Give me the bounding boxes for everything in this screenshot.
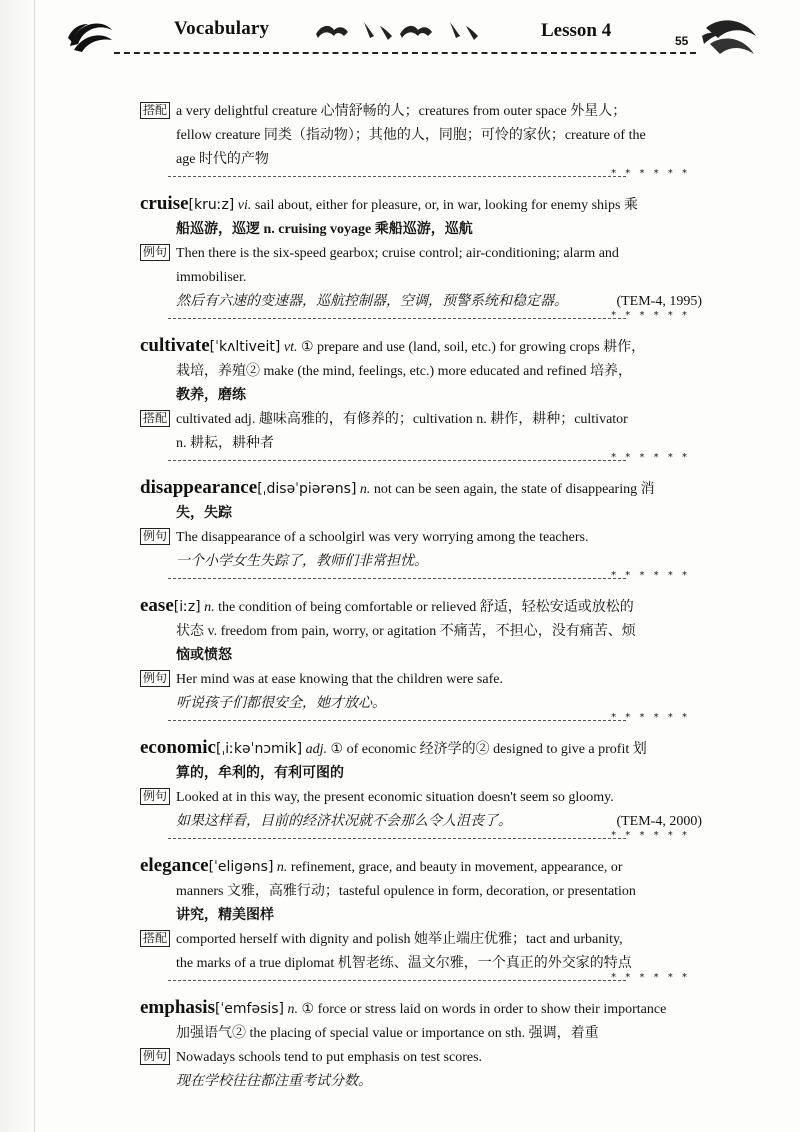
page-header bbox=[0, 0, 800, 80]
headword: cruise bbox=[140, 193, 189, 214]
entry-cruise bbox=[140, 192, 702, 314]
collocation-text: the marks of a true diplomat 机智老练、温文尔雅，一个真正的外交家的特点 bbox=[176, 956, 632, 971]
part-of-speech: vt. bbox=[283, 340, 298, 355]
entry-creature-collocation bbox=[140, 100, 702, 172]
definition: 恼或愤怒 bbox=[176, 648, 232, 663]
swirl-ornament-icon bbox=[66, 16, 116, 56]
headword: cultivate bbox=[140, 335, 210, 356]
page-number: 55 bbox=[675, 34, 689, 48]
definition: ① prepare and use (land, soil, etc.) for growing crops 耕作， bbox=[300, 340, 646, 355]
collocation-label: 搭配 bbox=[140, 410, 170, 427]
entry-ease bbox=[140, 594, 702, 716]
definition: ① of economic 经济学的② designed to give a profit 划 bbox=[330, 742, 647, 757]
entry-separator: * * * * * * bbox=[140, 172, 702, 186]
example-translation: 一个小学女生失踪了，教师们非常担忧。 bbox=[176, 554, 428, 569]
header-dashed-rule bbox=[114, 52, 696, 54]
entry-economic bbox=[140, 736, 702, 834]
phonetic: [ˈeligəns] bbox=[208, 859, 274, 875]
headword: ease bbox=[140, 595, 174, 616]
birds-ornament-icon bbox=[314, 18, 494, 44]
collocation-text: a very delightful creature 心情舒畅的人；creatures from outer space 外星人； bbox=[176, 104, 627, 119]
swirl-ornament-right-icon bbox=[700, 14, 760, 62]
phonetic: [ˈkʌltiveit] bbox=[209, 339, 281, 355]
page-gutter-shadow bbox=[0, 0, 36, 1132]
example-translation: 现在学校往往都注重考试分数。 bbox=[176, 1074, 372, 1089]
definition: not can be seen again, the state of disappearing 消 bbox=[373, 482, 655, 497]
definition: 加强语气② the placing of special value or importance on sth. 强调，着重 bbox=[176, 1026, 599, 1041]
entry-separator: * * * * * * bbox=[140, 456, 702, 470]
definition: 船巡游，巡逻 n. cruising voyage 乘船巡游，巡航 bbox=[176, 222, 473, 237]
phonetic: [kruːz] bbox=[188, 197, 235, 213]
definition: 教养，磨练 bbox=[176, 388, 246, 403]
example-label: 例句 bbox=[140, 670, 170, 687]
entry-separator: * * * * * * bbox=[140, 716, 702, 730]
example-citation: (TEM-4, 1995) bbox=[616, 294, 702, 309]
entry-cultivate bbox=[140, 334, 702, 456]
definition: ① force or stress laid on words in order to show their importance bbox=[301, 1002, 667, 1017]
phonetic: [ˌiːkəˈnɔmik] bbox=[215, 741, 303, 757]
headword: economic bbox=[140, 737, 216, 758]
definition: refinement, grace, and beauty in movement, appearance, or bbox=[290, 860, 623, 875]
header-title: Vocabulary bbox=[174, 18, 270, 39]
headword: elegance bbox=[140, 855, 209, 876]
collocation-text: fellow creature 同类（指动物）；其他的人，同胞；可怜的家伙；creature of the bbox=[176, 128, 646, 143]
phonetic: [ˌdisəˈpiərəns] bbox=[257, 481, 357, 497]
collocation-text: n. 耕耘，耕种者 bbox=[176, 436, 274, 451]
part-of-speech: n. bbox=[359, 482, 371, 497]
definition: 算的，牟利的，有利可图的 bbox=[176, 766, 344, 781]
definition: 失，失踪 bbox=[176, 506, 232, 521]
example-citation: (TEM-4, 2000) bbox=[616, 814, 702, 829]
definition: 状态 v. freedom from pain, worry, or agitation 不痛苦，不担心，没有痛苦、烦 bbox=[176, 624, 636, 639]
example-sentence: immobiliser. bbox=[176, 270, 247, 285]
example-translation: 然后有六速的变速器，巡航控制器，空调，预警系统和稳定器。 bbox=[176, 294, 568, 309]
example-sentence: The disappearance of a schoolgirl was very worrying among the teachers. bbox=[176, 530, 589, 545]
example-label: 例句 bbox=[140, 244, 170, 261]
collocation-text: age 时代的产物 bbox=[176, 152, 269, 167]
example-sentence: Then there is the six-speed gearbox; cruise control; air-conditioning; alarm and bbox=[176, 246, 619, 261]
part-of-speech: n. bbox=[287, 1002, 299, 1017]
definition: manners 文雅，高雅行动；tasteful opulence in form, decoration, or presentation bbox=[176, 884, 636, 899]
collocation-text: cultivated adj. 趣味高雅的，有修养的；cultivation n. 耕作，耕种；cultivator bbox=[176, 412, 628, 427]
part-of-speech: n. bbox=[276, 860, 288, 875]
collocation-text: comported herself with dignity and polish 她举止端庄优雅；tact and urbanity, bbox=[176, 932, 623, 947]
part-of-speech: vi. bbox=[237, 198, 252, 213]
definition: the condition of being comfortable or relieved 舒适，轻松安适或放松的 bbox=[218, 600, 634, 615]
example-label: 例句 bbox=[140, 788, 170, 805]
collocation-label: 搭配 bbox=[140, 930, 170, 947]
entry-separator: * * * * * * bbox=[140, 834, 702, 848]
entry-emphasis bbox=[140, 996, 702, 1094]
headword: disappearance bbox=[140, 477, 258, 498]
definition: 栽培，养殖② make (the mind, feelings, etc.) more educated and refined 培养， bbox=[176, 364, 633, 379]
entry-disappearance bbox=[140, 476, 702, 574]
entry-elegance bbox=[140, 854, 702, 976]
part-of-speech: n. bbox=[204, 600, 215, 615]
example-label: 例句 bbox=[140, 528, 170, 545]
headword: emphasis bbox=[140, 997, 215, 1018]
example-translation: 如果这样看，目前的经济状况就不会那么令人沮丧了。 bbox=[176, 814, 512, 829]
part-of-speech: adj. bbox=[305, 742, 328, 757]
example-sentence: Nowadays schools tend to put emphasis on test scores. bbox=[176, 1050, 483, 1065]
entry-separator: * * * * * * bbox=[140, 976, 702, 990]
phonetic: [iːz] bbox=[173, 599, 201, 615]
entry-separator: * * * * * * bbox=[140, 314, 702, 328]
page-gutter-rule bbox=[34, 0, 35, 1132]
definition: sail about, either for pleasure, or, in war, looking for enemy ships 乘 bbox=[254, 198, 638, 213]
entry-separator: * * * * * * bbox=[140, 574, 702, 588]
example-label: 例句 bbox=[140, 1048, 170, 1065]
phonetic: [ˈemfəsis] bbox=[214, 1001, 285, 1017]
example-sentence: Looked at in this way, the present economic situation doesn't seem so gloomy. bbox=[176, 790, 614, 805]
example-translation: 听说孩子们都很安全，她才放心。 bbox=[176, 696, 386, 711]
vocabulary-content bbox=[140, 100, 702, 1094]
definition: 讲究，精美图样 bbox=[176, 908, 274, 923]
header-lesson: Lesson 4 bbox=[541, 20, 612, 41]
collocation-label: 搭配 bbox=[140, 102, 170, 119]
example-sentence: Her mind was at ease knowing that the children were safe. bbox=[176, 672, 503, 687]
